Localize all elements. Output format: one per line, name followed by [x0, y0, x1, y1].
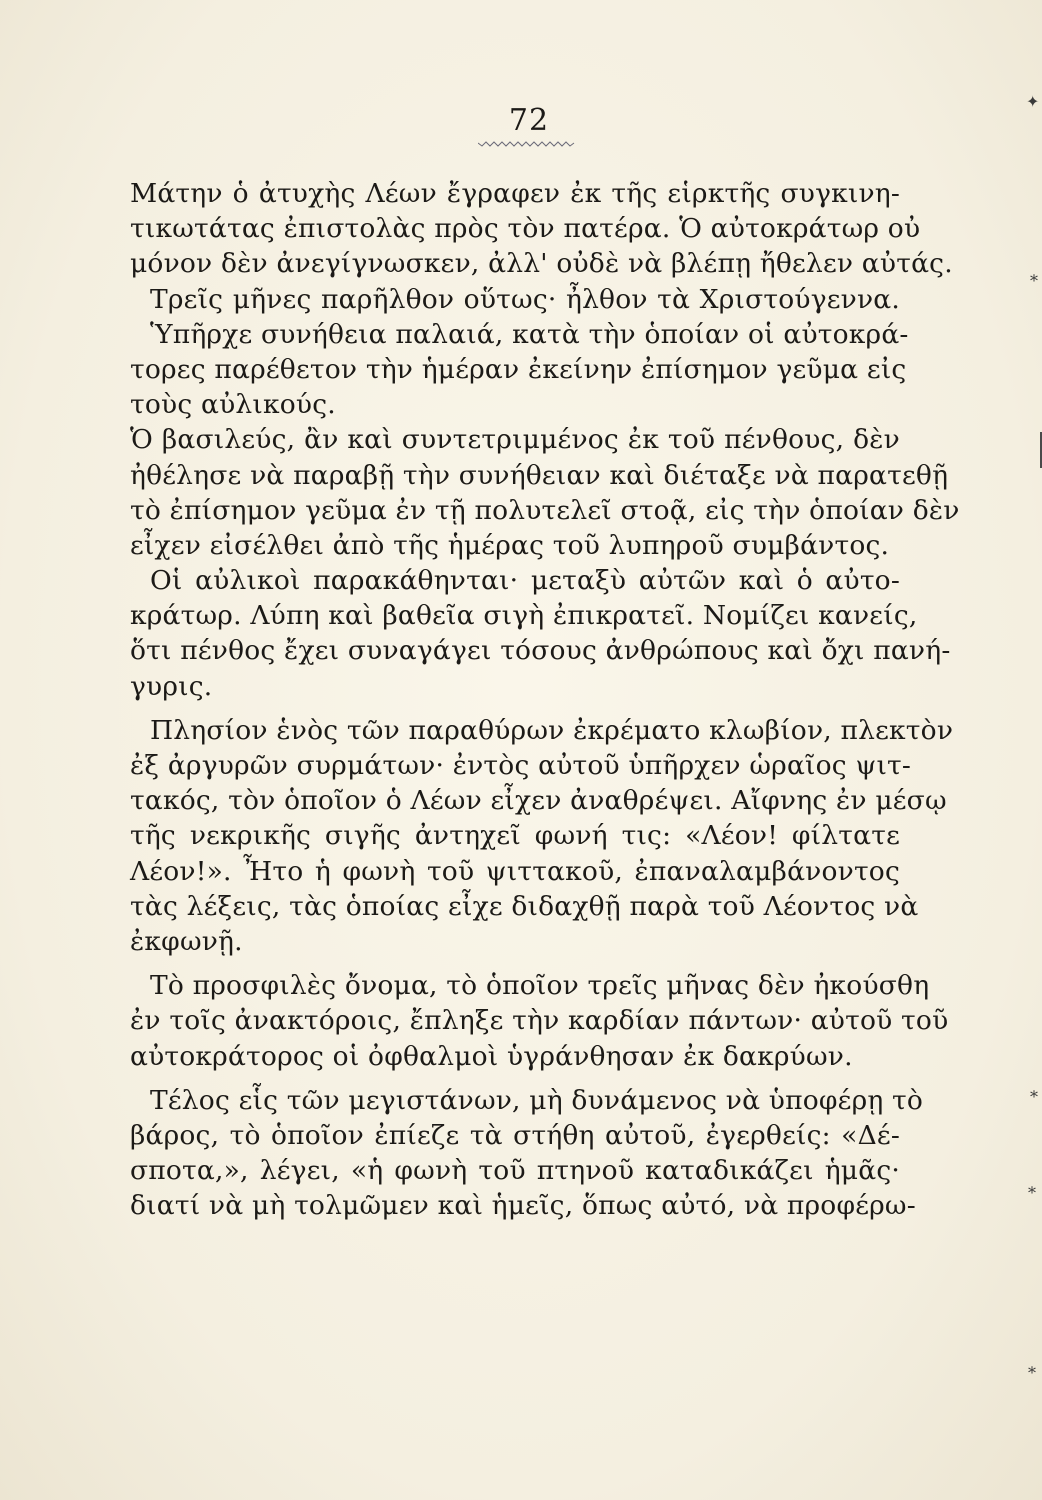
text-line: τορες παρέθετον τὴν ἡμέραν ἐκείνην ἐπίσημον γεῦμα εἰς: [130, 353, 907, 385]
margin-mark: ⁎: [1028, 1358, 1036, 1377]
text-line: μόνον δὲν ἀνεγίγνωσκεν, ἀλλ' οὐδὲ νὰ βλέπῃ ἤθελεν αὐτάς.: [130, 248, 953, 280]
text-line: διατί νὰ μὴ τολμῶμεν καὶ ἡμεῖς, ὅπως αὐτό, νὰ προφέρω-: [130, 1190, 916, 1222]
text-line: αὐτοκράτορος οἱ ὀφθαλμοὶ ὑγράνθησαν ἐκ δακρύων.: [130, 1040, 853, 1072]
text-line: εἶχεν εἰσέλθει ἀπὸ τῆς ἡμέρας τοῦ λυπηροῦ συμβάντος.: [130, 529, 890, 561]
text-line: κράτωρ. Λύπη καὶ βαθεῖα σιγὴ ἐπικρατεῖ. Νομίζει κανείς,: [130, 600, 918, 632]
margin-mark: ⁎: [1030, 266, 1038, 285]
text-line: ὅτι πένθος ἔχει συναγάγει τόσους ἀνθρώπους καὶ ὄχι πανή-: [130, 635, 951, 667]
margin-mark: ⁎: [1028, 1178, 1036, 1197]
text-line: ἠθέλησε νὰ παραβῇ τὴν συνήθειαν καὶ διέταξε νὰ παρατεθῇ: [130, 459, 949, 491]
body-text: [130, 176, 960, 1223]
text-line: τὰς λέξεις, τὰς ὁποίας εἶχε διδαχθῇ παρὰ τοῦ Λέοντος νὰ: [130, 890, 919, 922]
text-line: Μάτην ὁ ἀτυχὴς Λέων ἔγραφεν ἐκ τῆς εἱρκτῆς συγκινη-: [130, 178, 900, 209]
text-line: Τὸ προσφιλὲς ὄνομα, τὸ ὁποῖον τρεῖς μῆνας δὲν ἠκούσθη: [150, 970, 930, 1002]
text-line: Ὑπῆρχε συνήθεια παλαιά, κατὰ τὴν ὁποίαν οἱ αὐτοκρά-: [150, 318, 909, 350]
text-line: ἐν τοῖς ἀνακτόροις, ἔπληξε τὴν καρδίαν πάντων· αὐτοῦ τοῦ: [130, 1005, 949, 1037]
text-line: Οἱ αὐλικοὶ παρακάθηνται· μεταξὺ αὐτῶν καὶ ὁ αὐτο-: [150, 565, 900, 597]
text-line: τῆς νεκρικῆς σιγῆς ἀντηχεῖ φωνή τις: «Λέον! φίλτατε: [130, 820, 900, 852]
text-line: ἐξ ἀργυρῶν συρμάτων· ἐντὸς αὐτοῦ ὑπῆρχεν ὡραῖος ψιτ-: [130, 750, 912, 781]
page-number: 72: [508, 103, 550, 138]
text-line: Ὁ βασιλεύς, ἂν καὶ συντετριμμένος ἐκ τοῦ πένθους, δὲν: [130, 424, 900, 456]
margin-mark: ⁎: [1030, 1082, 1038, 1101]
text-line: βάρος, τὸ ὁποῖον ἐπίεζε τὰ στήθη αὐτοῦ, ἐγερθείς: «Δέ-: [130, 1119, 900, 1151]
text-line: τὸ ἐπίσημον γεῦμα ἐν τῇ πολυτελεῖ στοᾷ, εἰς τὴν ὁποίαν δὲν: [130, 494, 960, 526]
text-line: Τρεῖς μῆνες παρῆλθον οὕτως· ἦλθον τὰ Χριστούγεννα.: [150, 283, 900, 315]
text-line: Πλησίον ἑνὸς τῶν παραθύρων ἐκρέματο κλωβίον, πλεκτὸν: [150, 714, 954, 746]
text-line: τοὺς αὐλικούς.: [130, 389, 336, 421]
text-line: τικωτάτας ἐπιστολὰς πρὸς τὸν πατέρα. Ὁ αὐτοκράτωρ οὐ: [130, 213, 921, 245]
text-line: ἐκφωνῇ.: [130, 925, 243, 957]
text-line: γυρις.: [130, 670, 213, 702]
text-line: Λέον!». Ἦτο ἡ φωνὴ τοῦ ψιττακοῦ, ἐπαναλαμβάνοντος: [130, 855, 900, 887]
text-line: σποτα,», λέγει, «ἡ φωνὴ τοῦ πτηνοῦ καταδικάζει ἡμᾶς·: [130, 1155, 900, 1187]
margin-mark: ✦: [1026, 92, 1040, 111]
page-number-ornament: [478, 140, 578, 148]
text-line: Τέλος εἷς τῶν μεγιστάνων, μὴ δυνάμενος νὰ ὑποφέρῃ τὸ: [150, 1084, 924, 1116]
text-line: τακός, τὸν ὁποῖον ὁ Λέων εἶχεν ἀναθρέψει. Αἴφνης ἐν μέσῳ: [130, 785, 947, 817]
